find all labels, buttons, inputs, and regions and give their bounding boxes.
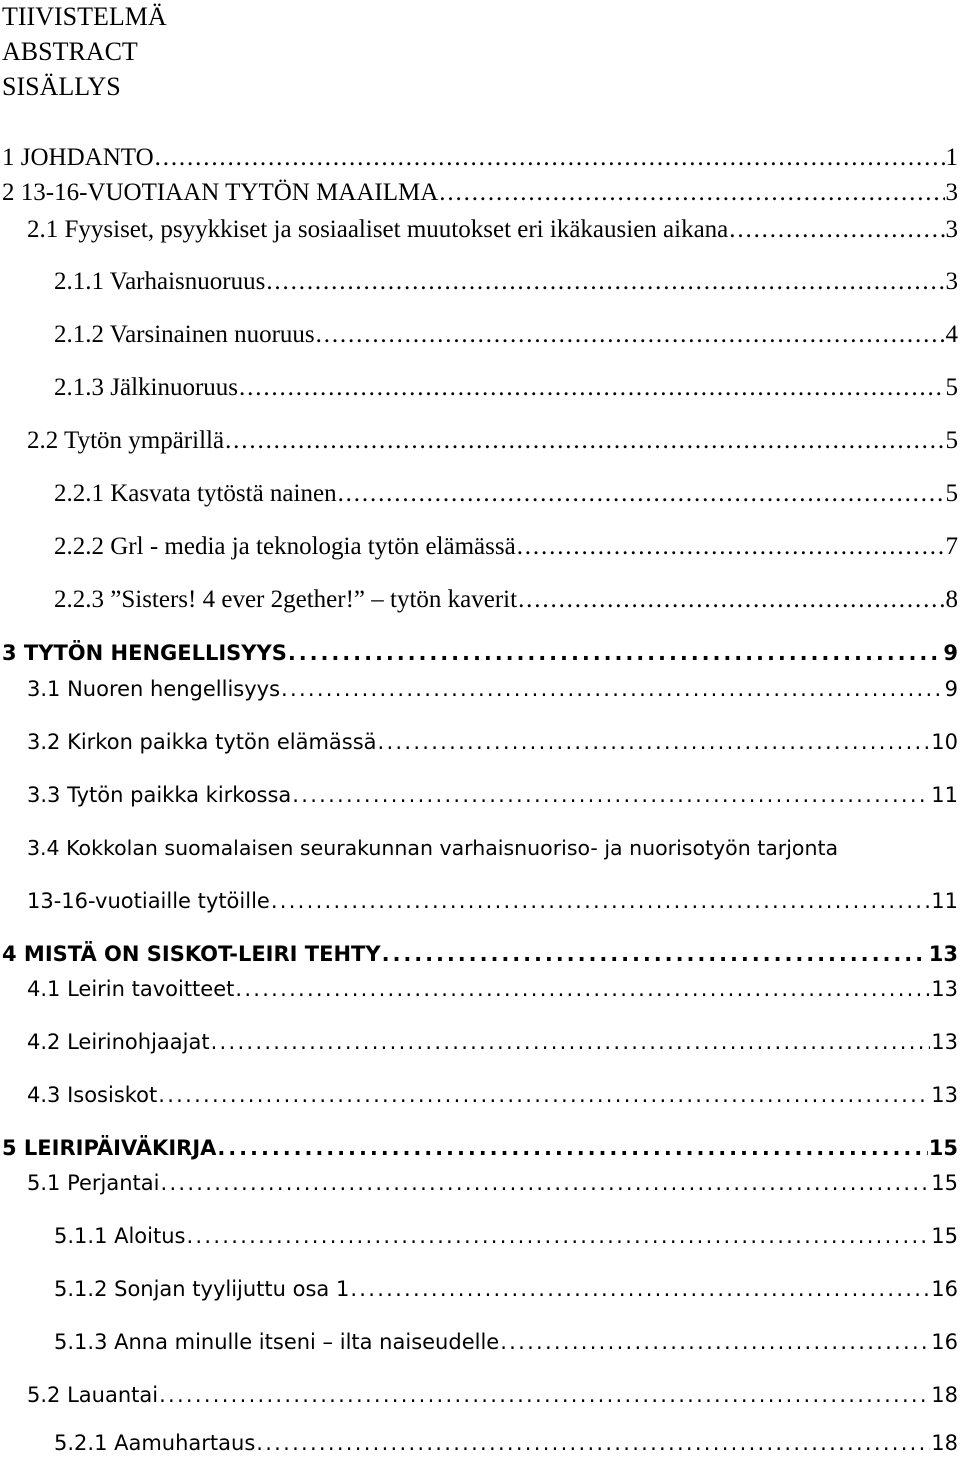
toc-entry-title: 1 JOHDANTO: [2, 144, 154, 171]
toc-leader: [239, 373, 944, 403]
toc-entry[interactable]: [2, 178, 958, 208]
toc-leader: [518, 585, 944, 615]
toc-leader: [729, 215, 944, 245]
toc-entry[interactable]: [2, 143, 958, 173]
toc-entry-title: 4.1 Leirin tavoitteet: [27, 977, 235, 1001]
toc-entry[interactable]: [54, 373, 958, 403]
toc-entry[interactable]: [27, 426, 958, 456]
toc-leader: [288, 638, 943, 668]
toc-leader: [159, 1380, 930, 1410]
toc-leader: [158, 1080, 930, 1110]
heading-abstract: ABSTRACT: [2, 37, 138, 66]
toc-entry[interactable]: [27, 215, 958, 245]
toc-entry[interactable]: [27, 727, 958, 757]
toc-entry-title: 2.1 Fyysiset, psyykkiset ja sosiaaliset muutokset eri ikäkausien aikana: [27, 216, 729, 243]
toc-entry[interactable]: [54, 1428, 958, 1458]
toc-entry-page: 9: [943, 641, 958, 665]
toc-entry[interactable]: [54, 585, 958, 615]
toc-entry[interactable]: [27, 1168, 958, 1198]
toc-entry[interactable]: [27, 1380, 958, 1410]
toc-entry-page: 7: [945, 533, 958, 560]
toc-leader: [382, 939, 928, 969]
toc-entry-title: 5.2 Lauantai: [27, 1383, 159, 1407]
toc-entry-page: 16: [931, 1330, 958, 1354]
toc-entry-page: 15: [931, 1224, 958, 1248]
toc-entry-title: 5.1 Perjantai: [27, 1171, 160, 1195]
toc-entry-title: 13-16-vuotiaille tytöille: [27, 889, 270, 913]
toc-entry-title: 4.2 Leirinohjaajat: [27, 1030, 210, 1054]
toc-leader: [292, 780, 930, 810]
toc-leader: [350, 1274, 930, 1304]
toc-leader: [281, 674, 944, 704]
toc-leader: [271, 886, 930, 916]
toc-entry[interactable]: [27, 674, 958, 704]
toc-entry-wrapped-title[interactable]: 3.4 Kokkolan suomalaisen seurakunnan varhaisnuoriso- ja nuorisotyön tarjonta: [27, 836, 839, 860]
toc-entry[interactable]: [54, 532, 958, 562]
toc-entry-title: 3 TYTÖN HENGELLISYYS: [2, 641, 287, 665]
toc-entry-page: 5: [945, 427, 958, 454]
toc-entry[interactable]: [27, 780, 958, 810]
toc-entry-page: 11: [931, 783, 958, 807]
toc-entry-page: 11: [931, 889, 958, 913]
toc-entry[interactable]: [27, 886, 958, 916]
toc-entry-title: 3.2 Kirkon paikka tytön elämässä: [27, 730, 377, 754]
toc-entry[interactable]: [27, 1027, 958, 1057]
toc-leader: [161, 1168, 931, 1198]
toc-entry-title: 5.1.3 Anna minulle itseni – ilta naiseudelle: [54, 1330, 500, 1354]
toc-entry-page: 13: [931, 1030, 958, 1054]
toc-entry[interactable]: [54, 267, 958, 297]
toc-entry-title: 2.1.3 Jälkinuoruus: [54, 374, 239, 401]
toc-entry-page: 3: [945, 179, 958, 206]
toc-entry-title: 2.2 Tytön ympärillä: [27, 427, 225, 454]
toc-entry-page: 8: [945, 586, 958, 613]
toc-entry-title: 5.1.2 Sonjan tyylijuttu osa 1: [54, 1277, 350, 1301]
toc-entry[interactable]: [2, 638, 958, 668]
toc-leader: [211, 1027, 931, 1057]
toc-entry[interactable]: [54, 320, 958, 350]
toc-entry-page: 18: [931, 1431, 958, 1455]
toc-entry-page: 5: [945, 374, 958, 401]
toc-entry-page: 5: [945, 480, 958, 507]
toc-entry-page: 3: [945, 268, 958, 295]
toc-leader: [266, 267, 944, 297]
toc-entry-title: 2 13-16-VUOTIAAN TYTÖN MAAILMA: [2, 179, 439, 206]
heading-tiivistelma: TIIVISTELMÄ: [2, 2, 167, 31]
toc-entry-title: 2.1.2 Varsinainen nuoruus: [54, 321, 315, 348]
toc-entry-title: 3.3 Tytön paikka kirkossa: [27, 783, 292, 807]
toc-leader: [186, 1221, 930, 1251]
toc-entry-title: 2.2.3 ”Sisters! 4 ever 2gether!” – tytön kaverit: [54, 586, 518, 613]
toc-leader: [500, 1327, 930, 1357]
toc-leader: [225, 426, 944, 456]
toc-entry-page: 18: [931, 1383, 958, 1407]
toc-entry[interactable]: [54, 479, 958, 509]
toc-entry-page: 10: [931, 730, 958, 754]
toc-leader: [217, 1133, 927, 1163]
toc-leader: [378, 727, 931, 757]
toc-entry-page: 16: [931, 1277, 958, 1301]
toc-entry-title: 5.1.1 Aloitus: [54, 1224, 186, 1248]
toc-entry-title: 5.2.1 Aamuhartaus: [54, 1431, 256, 1455]
toc-leader: [517, 532, 945, 562]
toc-entry-page: 4: [945, 321, 958, 348]
toc-entry-page: 15: [931, 1171, 958, 1195]
heading-sisallys: SISÄLLYS: [2, 72, 121, 101]
toc-entry-page: 9: [944, 677, 958, 701]
toc-entry-page: 15: [928, 1136, 958, 1160]
toc-entry[interactable]: [54, 1221, 958, 1251]
toc-entry[interactable]: [54, 1274, 958, 1304]
toc-entry[interactable]: [27, 974, 958, 1004]
toc-leader: [316, 320, 945, 350]
toc-entry-title: 2.1.1 Varhaisnuoruus: [54, 268, 266, 295]
toc-entry-page: 1: [945, 144, 958, 171]
toc-entry[interactable]: [54, 1327, 958, 1357]
toc-entry-title: 4.3 Isosiskot: [27, 1083, 158, 1107]
toc-entry-page: 13: [931, 977, 958, 1001]
toc-entry-page: 13: [931, 1083, 958, 1107]
toc-entry-title: 2.2.1 Kasvata tytöstä nainen: [54, 480, 337, 507]
toc-leader: [155, 143, 945, 173]
toc-leader: [235, 974, 930, 1004]
toc-entry-page: 13: [928, 942, 958, 966]
toc-entry-title: 5 LEIRIPÄIVÄKIRJA: [2, 1136, 217, 1160]
toc-entry[interactable]: [27, 1080, 958, 1110]
toc-leader: [338, 479, 945, 509]
toc-leader: [439, 178, 944, 208]
toc-entry-title: 2.2.2 Grl - media ja teknologia tytön elämässä: [54, 533, 516, 560]
toc-entry[interactable]: [2, 1133, 958, 1163]
toc-entry-title: 3.1 Nuoren hengellisyys: [27, 677, 281, 701]
toc-entry[interactable]: [2, 939, 958, 969]
toc-entry-title: 4 MISTÄ ON SISKOT-LEIRI TEHTY: [2, 942, 381, 966]
toc-entry-page: 3: [945, 216, 958, 243]
toc-leader: [256, 1428, 930, 1458]
